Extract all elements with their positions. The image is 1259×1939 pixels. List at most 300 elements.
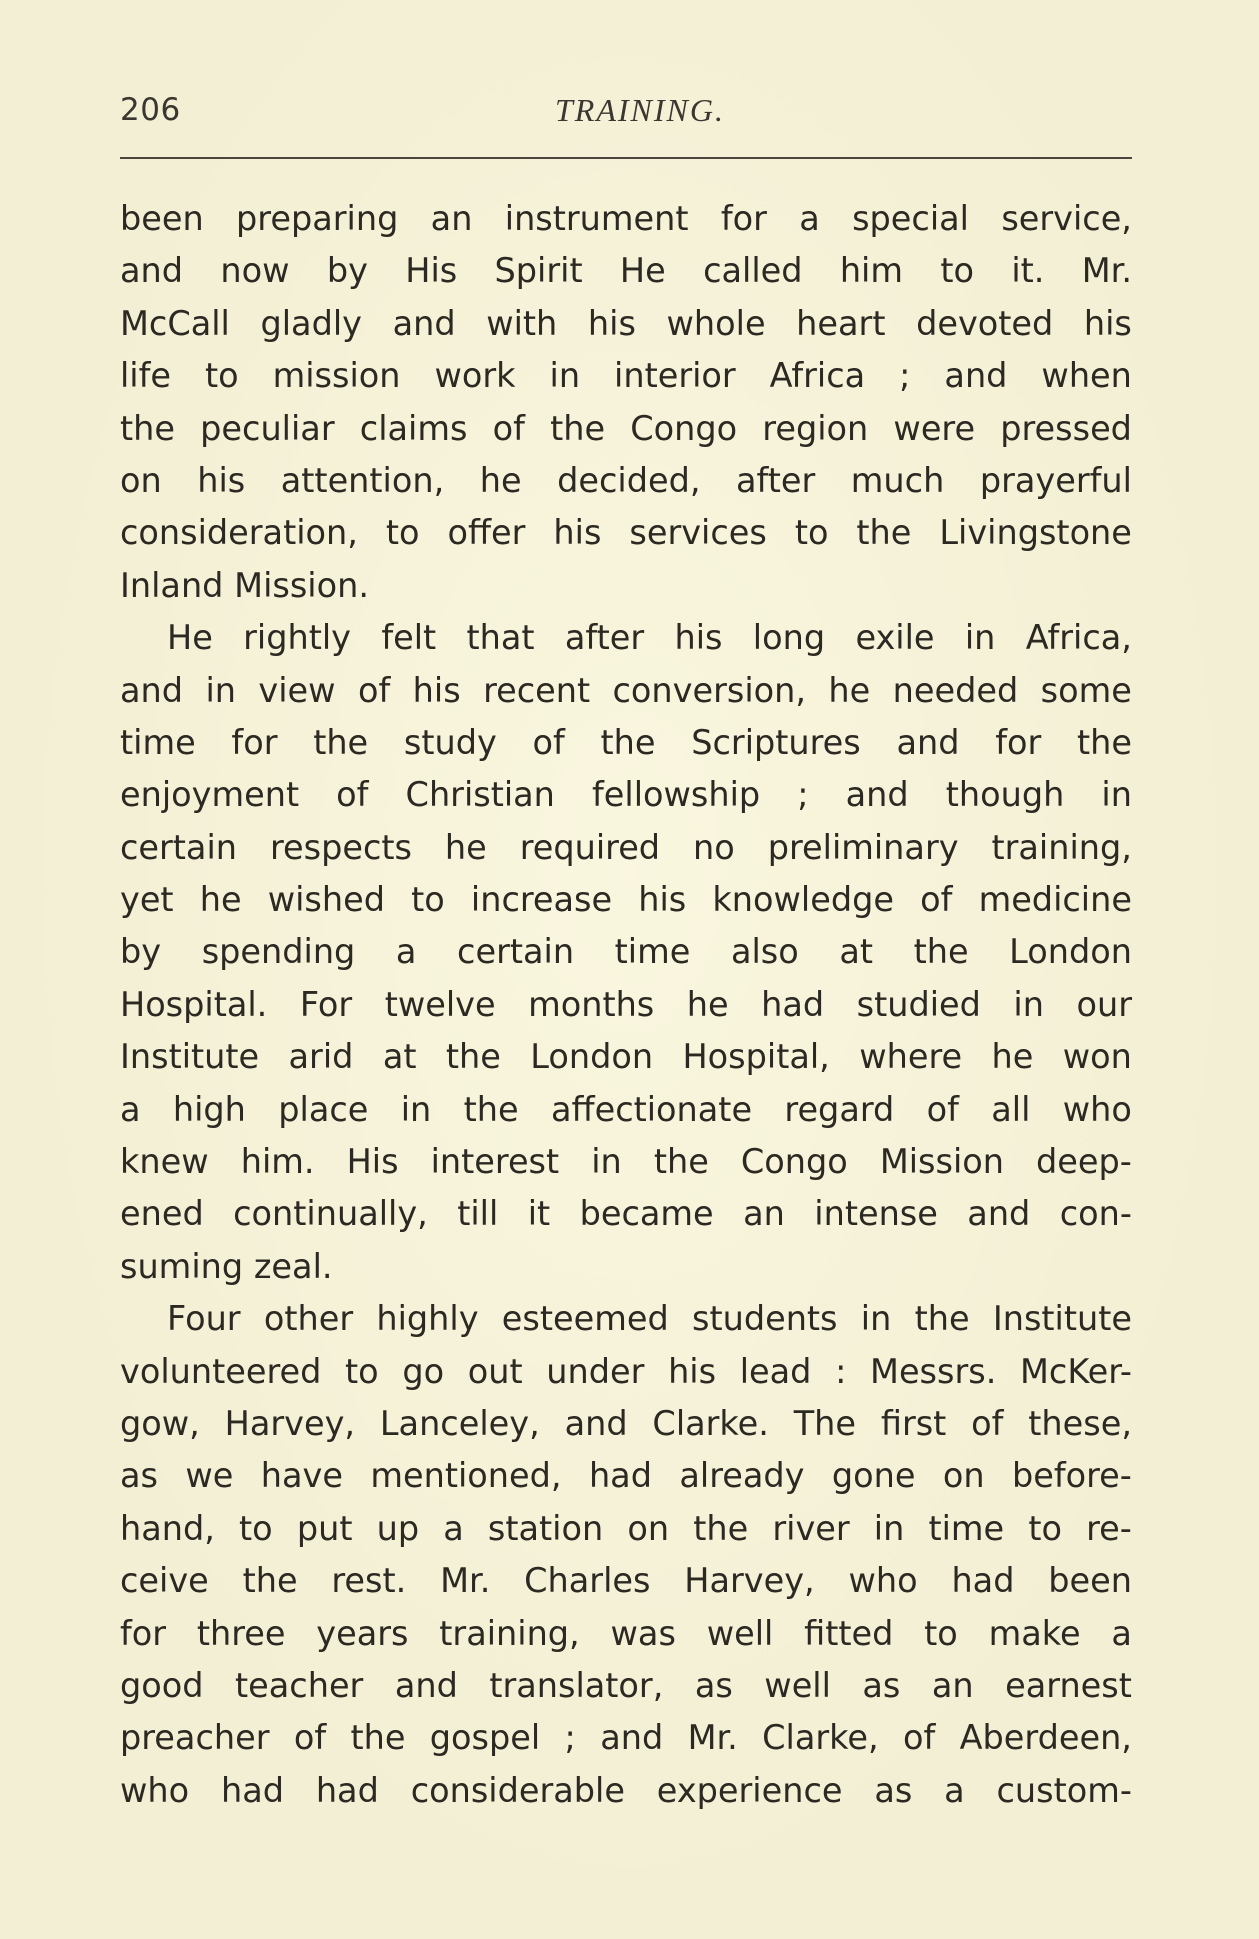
word: in: [1101, 775, 1132, 815]
word: rightly: [243, 618, 351, 658]
word: teacher: [235, 1665, 364, 1705]
word: been: [120, 199, 204, 238]
word: work: [434, 356, 516, 396]
word: respects: [269, 827, 412, 867]
word: with: [486, 303, 558, 343]
word: Livingstone: [939, 513, 1132, 553]
word: on: [120, 460, 162, 500]
text-line: [120, 979, 1132, 1031]
word: in: [860, 1299, 892, 1339]
word: of: [902, 1718, 936, 1758]
word: :: [835, 1351, 847, 1391]
word: twelve: [384, 984, 496, 1024]
text-line: [120, 1765, 1132, 1817]
word: continually,: [233, 1194, 428, 1234]
word: Lanceley,: [379, 1403, 540, 1443]
word: his: [1083, 303, 1132, 343]
word: his: [197, 460, 246, 500]
word: as: [694, 1665, 733, 1705]
word: prayerful: [979, 460, 1132, 500]
word: gone: [831, 1456, 916, 1496]
word: gladly: [260, 303, 362, 343]
word: studied: [856, 984, 981, 1024]
word: service,: [1001, 199, 1132, 238]
text-line: [120, 1503, 1132, 1555]
word: after: [736, 460, 816, 500]
word: knew: [120, 1142, 209, 1182]
word: a: [120, 1089, 141, 1129]
text-line: [120, 1398, 1132, 1450]
word: he: [479, 460, 522, 500]
word: in: [873, 1508, 905, 1548]
word: the: [600, 722, 656, 762]
word: Institute: [120, 1037, 260, 1077]
word: before-: [1011, 1456, 1132, 1496]
text-line: [120, 822, 1132, 874]
word: ened: [120, 1194, 204, 1234]
text-line: [120, 507, 1132, 559]
word: gow,: [120, 1403, 200, 1443]
word: Mission.: [234, 565, 369, 605]
word: much: [850, 460, 945, 500]
word: of: [293, 1718, 327, 1758]
text-line: [120, 665, 1132, 717]
word: mentioned,: [370, 1456, 562, 1496]
word: the: [463, 1089, 519, 1129]
word: and: [120, 251, 184, 291]
word: spending: [201, 932, 356, 972]
word: some: [1040, 670, 1132, 710]
word: considerable: [410, 1770, 625, 1810]
text-line: [120, 1346, 1132, 1398]
word: had: [761, 984, 825, 1024]
word: at: [839, 932, 873, 972]
text-line: [120, 1241, 1132, 1293]
word: where: [859, 1037, 963, 1077]
word: of: [920, 880, 953, 920]
word: view: [258, 670, 336, 710]
word: and: [967, 1194, 1031, 1234]
word: Scriptures: [691, 722, 861, 762]
word: Christian: [405, 775, 555, 815]
word: Harvey,: [224, 1403, 356, 1443]
text-line: [120, 1084, 1132, 1136]
word: recent: [483, 670, 591, 710]
word: interest: [430, 1142, 560, 1182]
word: when: [1041, 356, 1132, 396]
word: well: [764, 1665, 831, 1705]
word: deep-: [1036, 1142, 1132, 1182]
word: place: [278, 1089, 369, 1129]
word: for: [995, 722, 1042, 762]
word: the: [693, 1508, 749, 1548]
word: to: [345, 1351, 379, 1391]
word: an: [430, 199, 473, 238]
word: peculiar: [200, 408, 335, 448]
word: who: [848, 1561, 918, 1601]
word: had: [315, 1770, 379, 1810]
word: study: [403, 722, 497, 762]
word: students: [692, 1299, 838, 1339]
word: up: [376, 1508, 420, 1548]
header-rule: [120, 157, 1132, 159]
word: rest.: [331, 1561, 407, 1601]
word: Clarke.: [652, 1403, 769, 1443]
word: time: [120, 722, 196, 762]
word: to: [411, 880, 445, 920]
word: the: [120, 408, 175, 448]
word: for: [231, 722, 278, 762]
word: high: [172, 1089, 246, 1129]
word: the: [1077, 722, 1132, 762]
word: of: [971, 1403, 1004, 1443]
page-number: 206: [120, 92, 181, 128]
word: Inland: [120, 565, 224, 605]
text-line: [120, 612, 1132, 664]
word: fellowship: [592, 775, 761, 815]
word: had: [951, 1561, 1015, 1601]
word: the: [445, 1037, 501, 1077]
word: now: [220, 251, 290, 291]
word: him: [839, 251, 904, 291]
text-line: [120, 769, 1132, 821]
word: services: [629, 513, 767, 553]
word: For: [299, 984, 353, 1024]
word: Mr.: [1081, 251, 1132, 291]
word: preacher: [120, 1718, 270, 1758]
word: ;: [899, 356, 911, 396]
word: at: [382, 1037, 417, 1077]
word: in: [400, 1089, 432, 1129]
word: The: [793, 1403, 857, 1443]
word: interior: [614, 356, 736, 396]
word: his: [587, 303, 636, 343]
word: intense: [814, 1194, 938, 1234]
word: after: [564, 618, 645, 658]
word: the: [913, 932, 969, 972]
word: Hospital.: [120, 984, 268, 1024]
text-line: [120, 1293, 1132, 1345]
word: consideration,: [120, 513, 358, 553]
word: Hospital,: [682, 1037, 830, 1077]
word: it: [527, 1194, 551, 1234]
word: in: [549, 356, 581, 396]
text-line: [120, 1608, 1132, 1660]
word: his: [668, 1351, 717, 1391]
word: Four: [167, 1299, 241, 1339]
word: by: [120, 932, 162, 972]
word: in: [591, 1142, 622, 1182]
word: wished: [267, 880, 385, 920]
word: Congo: [630, 408, 738, 448]
word: he: [444, 827, 487, 867]
word: Africa,: [1025, 618, 1132, 658]
word: were: [893, 408, 976, 448]
word: years: [316, 1613, 409, 1653]
word: and: [845, 775, 909, 815]
word: special: [852, 199, 969, 238]
word: he: [828, 670, 871, 710]
word: translator,: [489, 1665, 664, 1705]
word: though: [945, 775, 1065, 815]
word: required: [519, 827, 661, 867]
word: zeal.: [253, 1246, 333, 1286]
word: training,: [439, 1613, 580, 1653]
word: ;: [797, 775, 809, 815]
word: time: [928, 1508, 1005, 1548]
word: and: [944, 356, 1008, 396]
word: devoted: [916, 303, 1054, 343]
word: Mr.: [687, 1718, 738, 1758]
text-line: [120, 1136, 1132, 1188]
text-line: [120, 1712, 1132, 1764]
word: and: [896, 722, 960, 762]
word: time: [614, 932, 691, 972]
word: to: [924, 1613, 958, 1653]
word: his: [674, 618, 723, 658]
word: no: [693, 827, 735, 867]
word: Aberdeen,: [959, 1718, 1132, 1758]
word: preparing: [236, 199, 399, 238]
word: yet: [120, 880, 174, 920]
word: in: [964, 618, 996, 658]
word: his: [553, 513, 602, 553]
word: mission: [272, 356, 401, 396]
text-line: [120, 193, 1132, 245]
word: the: [350, 1718, 406, 1758]
word: conversion,: [612, 670, 807, 710]
word: suming: [120, 1246, 244, 1286]
word: in: [205, 670, 236, 710]
word: on: [942, 1456, 985, 1496]
word: needed: [892, 670, 1019, 710]
word: have: [260, 1456, 343, 1496]
word: region: [762, 408, 869, 448]
word: the: [242, 1561, 298, 1601]
text-line: [120, 245, 1132, 297]
word: good: [120, 1665, 204, 1705]
word: the: [914, 1299, 970, 1339]
text-line: [120, 298, 1132, 350]
word: Spirit: [494, 251, 583, 291]
word: life: [120, 356, 172, 396]
word: the: [313, 722, 369, 762]
word: was: [610, 1613, 676, 1653]
text-line: [120, 455, 1132, 507]
word: offer: [447, 513, 526, 553]
word: to: [239, 1508, 273, 1548]
word: to: [205, 356, 239, 396]
word: Congo: [740, 1142, 848, 1182]
word: an: [743, 1194, 785, 1234]
word: certain: [457, 932, 575, 972]
word: also: [730, 932, 799, 972]
word: called: [703, 251, 803, 291]
word: and: [600, 1718, 664, 1758]
word: we: [185, 1456, 234, 1496]
word: him.: [240, 1142, 315, 1182]
word: for: [120, 1613, 167, 1653]
word: ;: [564, 1718, 576, 1758]
word: river: [772, 1508, 850, 1548]
word: put: [296, 1508, 353, 1548]
word: McKer-: [1020, 1351, 1132, 1391]
word: a: [395, 932, 417, 972]
word: to: [1028, 1508, 1062, 1548]
word: and: [392, 303, 456, 343]
word: that: [466, 618, 535, 658]
word: preliminary: [767, 827, 959, 867]
word: heart: [796, 303, 886, 343]
word: affectionate: [550, 1089, 753, 1129]
word: long: [752, 618, 826, 658]
word: who: [120, 1770, 190, 1810]
word: to: [794, 513, 829, 553]
word: the: [550, 408, 606, 448]
word: he: [199, 880, 242, 920]
word: our: [1076, 984, 1132, 1024]
word: he: [991, 1037, 1034, 1077]
word: medicine: [978, 880, 1132, 920]
word: Harvey,: [684, 1561, 815, 1601]
word: till: [457, 1194, 499, 1234]
word: gospel: [429, 1718, 541, 1758]
word: increase: [470, 880, 613, 920]
word: London: [530, 1037, 654, 1077]
word: three: [196, 1613, 286, 1653]
word: to: [385, 513, 420, 553]
word: regard: [784, 1089, 895, 1129]
word: by: [326, 251, 368, 291]
word: knowledge: [712, 880, 894, 920]
word: whole: [666, 303, 766, 343]
word: make: [988, 1613, 1081, 1653]
word: as: [874, 1770, 913, 1810]
word: a: [443, 1508, 464, 1548]
word: a: [799, 199, 820, 238]
word: Mr.: [440, 1561, 491, 1601]
text-line: [120, 560, 1132, 612]
word: station: [487, 1508, 604, 1548]
word: He: [167, 618, 213, 658]
word: and: [564, 1403, 628, 1443]
word: certain: [120, 827, 238, 867]
word: the: [856, 513, 912, 553]
word: pressed: [1000, 408, 1132, 448]
word: arid: [288, 1037, 354, 1077]
word: had: [220, 1770, 284, 1810]
word: his: [638, 880, 687, 920]
word: for: [720, 199, 767, 238]
word: first: [880, 1403, 947, 1443]
word: esteemed: [501, 1299, 669, 1339]
word: had: [588, 1456, 652, 1496]
word: as: [120, 1456, 158, 1496]
word: Messrs.: [870, 1351, 997, 1391]
word: London: [1009, 932, 1132, 972]
word: He: [619, 251, 666, 291]
word: volunteered: [120, 1351, 322, 1391]
text-line: [120, 1660, 1132, 1712]
word: felt: [381, 618, 437, 658]
running-title: TRAINING.: [555, 92, 725, 128]
text-line: [120, 1555, 1132, 1607]
word: decided,: [557, 460, 701, 500]
word: who: [1062, 1089, 1132, 1129]
word: on: [627, 1508, 670, 1548]
word: exile: [855, 618, 935, 658]
word: ceive: [120, 1561, 209, 1601]
word: training,: [991, 827, 1132, 867]
text-line: [120, 403, 1132, 455]
word: already: [679, 1456, 805, 1496]
word: under: [546, 1351, 645, 1391]
word: His: [346, 1142, 399, 1182]
word: well: [706, 1613, 774, 1653]
word: became: [579, 1194, 714, 1234]
word: of: [492, 408, 525, 448]
word: lead: [739, 1351, 812, 1391]
text-line: [120, 1188, 1132, 1240]
word: con-: [1059, 1194, 1132, 1234]
text-line: [120, 926, 1132, 978]
word: Clarke,: [762, 1718, 879, 1758]
word: it.: [1011, 251, 1045, 291]
body-text: [120, 193, 1132, 1817]
text-line: [120, 1031, 1132, 1083]
word: these,: [1028, 1403, 1132, 1443]
word: months: [528, 984, 655, 1024]
word: His: [405, 251, 458, 291]
word: enjoyment: [120, 775, 300, 815]
running-head: [120, 92, 1130, 132]
word: won: [1062, 1037, 1132, 1077]
word: in: [1013, 984, 1044, 1024]
word: of: [926, 1089, 959, 1129]
word: earnest: [1005, 1665, 1132, 1705]
word: a: [1111, 1613, 1132, 1653]
word: claims: [359, 408, 468, 448]
word: and: [120, 670, 184, 710]
text-line: [120, 874, 1132, 926]
word: Institute: [992, 1299, 1132, 1339]
word: Mission: [879, 1142, 1004, 1182]
word: he: [686, 984, 729, 1024]
word: other: [263, 1299, 354, 1339]
word: to: [940, 251, 974, 291]
word: Africa: [769, 356, 866, 396]
word: experience: [656, 1770, 843, 1810]
word: an: [931, 1665, 974, 1705]
word: McCall: [120, 303, 230, 343]
word: his: [412, 670, 461, 710]
word: and: [394, 1665, 458, 1705]
text-line: [120, 1450, 1132, 1502]
word: attention,: [280, 460, 445, 500]
word: re-: [1086, 1508, 1132, 1548]
word: go: [402, 1351, 445, 1391]
word: Charles: [524, 1561, 651, 1601]
word: been: [1048, 1561, 1132, 1601]
word: instrument: [504, 199, 689, 238]
text-line: [120, 350, 1132, 402]
word: a: [944, 1770, 965, 1810]
word: fitted: [804, 1613, 894, 1653]
word: out: [467, 1351, 523, 1391]
word: of: [357, 670, 391, 710]
word: the: [653, 1142, 709, 1182]
word: all: [991, 1089, 1031, 1129]
